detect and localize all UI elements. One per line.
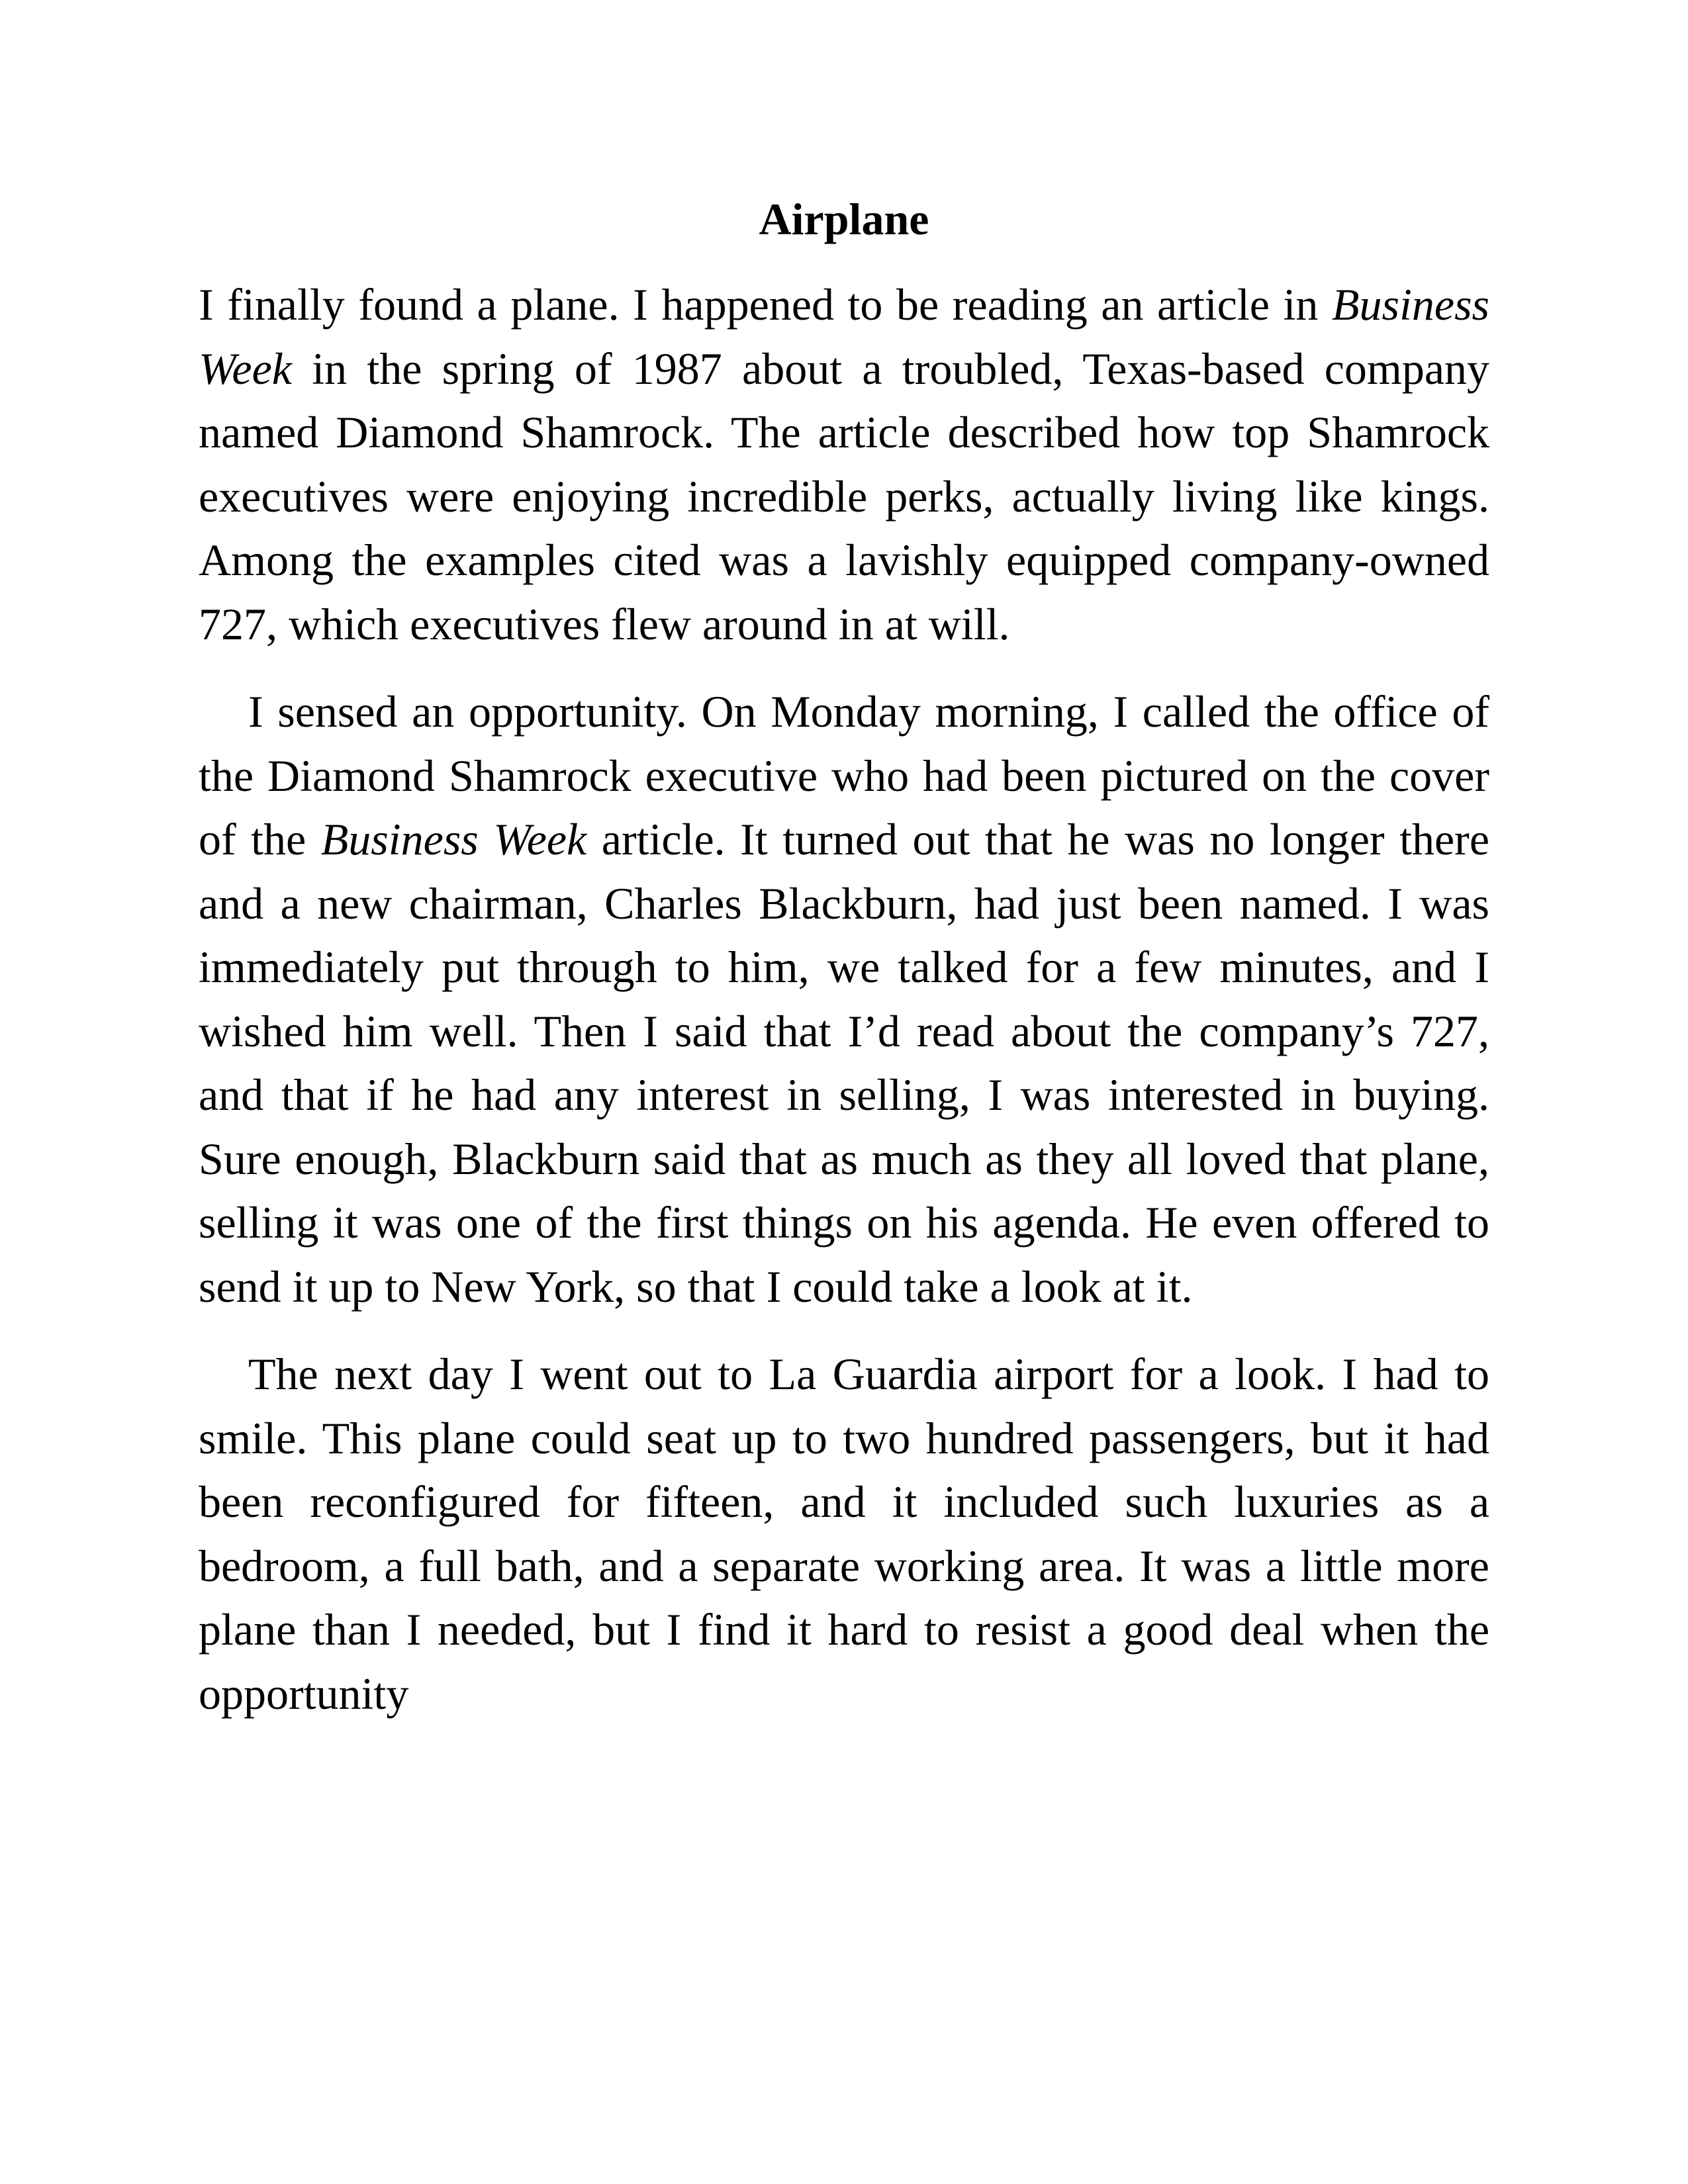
paragraph-1	[199, 273, 1489, 656]
paragraph-text: I finally found a plane. I happened to be reading an article in	[199, 279, 1332, 330]
paragraph-text: in the spring of 1987 about a troubled, Texas-based company named Diamond Shamrock. The article described how top Shamrock executives were enjoying incredible perks, actually living like kings. Among the examples cited was a lavishly equipped company-owned 727, which executives flew around in at will.	[199, 343, 1489, 649]
paragraph-text: The next day I went out to La Guardia airport for a look. I had to smile. This plane could seat up to two hundred passengers, but it had been reconfigured for fifteen, and it included such luxuries as a bedroom, a full bath, and a separate working area. It was a little more plane than I needed, but I find it hard to resist a good deal when the opportunity	[199, 1349, 1489, 1719]
paragraph-text: article. It turned out that he was no longer there and a new chairman, Charles Blackburn, had just been named. I was immediately put through to him, we talked for a few minutes, and I wished him well. Then I said that I’d read about the company’s 727, and that if he had any interest in selling, I was interested in buying. Sure enough, Blackburn said that as much as they all loved that plane, selling it was one of the first things on his agenda. He even offered to send it up to New York, so that I could take a look at it.	[199, 814, 1490, 1312]
paragraph-3	[199, 1342, 1489, 1725]
publication-name: Business Week	[199, 279, 1489, 394]
page-title: Airplane	[759, 194, 929, 244]
paragraph-2	[199, 680, 1489, 1318]
paragraph-text: I sensed an opportunity. On Monday morning, I called the office of the Diamond Shamrock executive who had been pictured on the cover of the	[199, 686, 1489, 864]
publication-name: Business Week	[320, 814, 587, 864]
document-page	[199, 192, 1489, 1749]
